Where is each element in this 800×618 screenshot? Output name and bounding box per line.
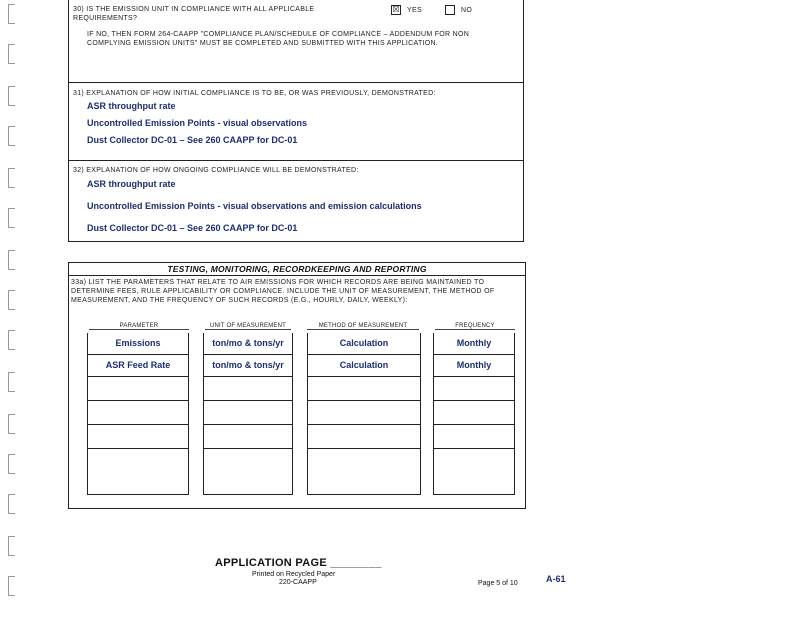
q31-label: 31) EXPLANATION OF HOW INITIAL COMPLIANCE IS TO BE, OR WAS PREVIOUSLY, DEMONSTRATED:	[73, 90, 436, 97]
q31-answer-2: Uncontrolled Emission Points - visual observations	[87, 118, 308, 128]
page-code: A-61	[546, 574, 566, 584]
q30-section	[68, 0, 524, 83]
testing-title: TESTING, MONITORING, RECORDKEEPING AND REPORTING	[69, 263, 525, 276]
column-header-method: METHOD OF MEASUREMENT	[307, 323, 419, 330]
table-cell[interactable]	[87, 401, 189, 425]
application-page-label: APPLICATION PAGE ________	[215, 557, 382, 569]
table-cell[interactable]	[203, 425, 293, 449]
q32-answer-1: ASR throughput rate	[87, 179, 176, 189]
testing-question: 33a) LIST THE PARAMETERS THAT RELATE TO AIR EMISSIONS FOR WHICH RECORDS ARE BEING MAINTAINED TO DETERMINE FEES, RULE APPLICABILITY OR COMPLIANCE. INCLUDE THE UNIT OF MEASUREMENT, THE METHOD OF MEASUREMENT, AND THE FREQUENCY OF SUCH RECORDS (E.G., HOURLY, DAILY, WEEKLY):	[71, 279, 495, 304]
page-number: Page 5 of 10	[478, 580, 518, 587]
yes-checkbox-checked[interactable]: ☒	[392, 5, 400, 14]
q32-section	[68, 160, 524, 242]
table-cell[interactable]	[87, 377, 189, 401]
table-cell[interactable]	[307, 425, 421, 449]
table-cell[interactable]	[203, 401, 293, 425]
table-cell[interactable]	[433, 401, 515, 425]
table-cell[interactable]	[307, 377, 421, 401]
q30-note: IF NO, THEN FORM 264-CAAPP "COMPLIANCE PLAN/SCHEDULE OF COMPLIANCE – ADDENDUM FOR NON COMPLYING EMISSION UNITS" MUST BE COMPLETED AND SUBMITTED WITH THIS APPLICATION.	[87, 31, 470, 47]
q31-answer-3: Dust Collector DC-01 – See 260 CAAPP for DC-01	[87, 135, 298, 145]
q30-no-option[interactable]	[445, 5, 472, 15]
table-cell: Emissions	[87, 333, 189, 355]
q32-answer-2: Uncontrolled Emission Points - visual observations and emission calculations	[87, 201, 422, 211]
column-header-unit: UNIT OF MEASUREMENT	[205, 323, 291, 330]
no-checkbox[interactable]	[445, 5, 455, 15]
table-cell[interactable]	[307, 401, 421, 425]
table-cell[interactable]	[203, 449, 293, 495]
table-cell[interactable]	[87, 449, 189, 495]
table-cell[interactable]	[433, 449, 515, 495]
table-cell: Monthly	[433, 333, 515, 355]
table-cell: ton/mo & tons/yr	[203, 355, 293, 377]
q31-answer-1: ASR throughput rate	[87, 101, 176, 111]
q32-label: 32) EXPLANATION OF HOW ONGOING COMPLIANCE WILL BE DEMONSTRATED:	[73, 167, 359, 174]
table-cell[interactable]	[87, 425, 189, 449]
q31-section	[68, 82, 524, 161]
q32-answer-3: Dust Collector DC-01 – See 260 CAAPP for DC-01	[87, 223, 298, 233]
form-number: 220-CAAPP	[279, 579, 317, 586]
table-cell[interactable]	[433, 425, 515, 449]
testing-section	[68, 262, 526, 509]
yes-label: YES	[407, 6, 422, 14]
q30-yes-option[interactable]	[391, 5, 422, 15]
table-cell: Calculation	[307, 355, 421, 377]
table-cell[interactable]	[433, 377, 515, 401]
table-cell: Calculation	[307, 333, 421, 355]
no-label: NO	[461, 6, 473, 14]
table-cell: ASR Feed Rate	[87, 355, 189, 377]
table-cell: ton/mo & tons/yr	[203, 333, 293, 355]
application-page-blank: ________	[330, 557, 382, 569]
table-cell[interactable]	[307, 449, 421, 495]
column-header-parameter: PARAMETER	[89, 323, 189, 330]
q30-question: IS THE EMISSION UNIT IN COMPLIANCE WITH ALL APPLICABLE REQUIREMENTS?	[73, 6, 315, 22]
q30-number: 30)	[73, 6, 85, 13]
printed-note: Printed on Recycled Paper	[252, 571, 336, 578]
column-header-frequency: FREQUENCY	[435, 323, 515, 330]
table-cell: Monthly	[433, 355, 515, 377]
table-cell[interactable]	[203, 377, 293, 401]
